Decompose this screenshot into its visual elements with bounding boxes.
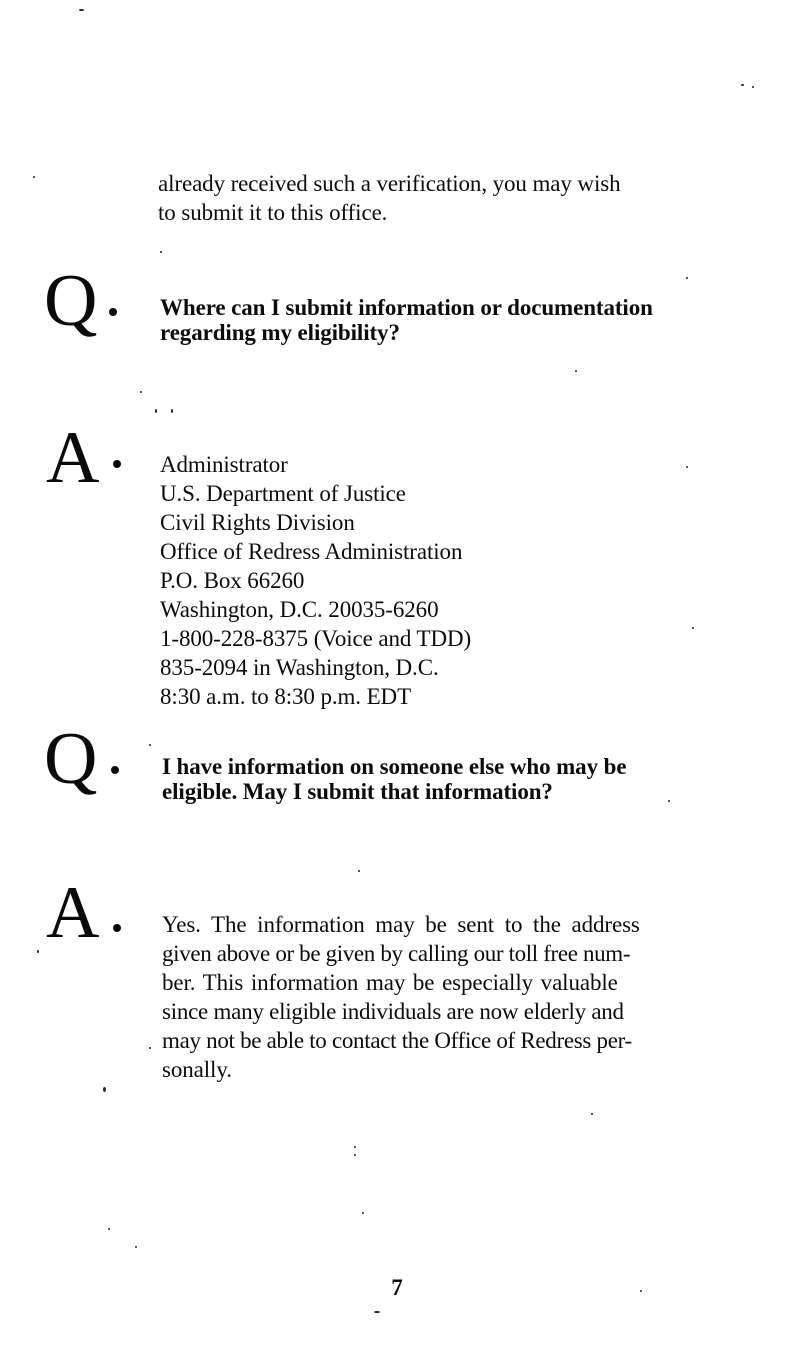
scan-speck — [171, 409, 173, 413]
scan-speck — [149, 744, 151, 746]
answer-line: sonally. — [162, 1057, 232, 1082]
intro-line-2: to submit it to this office. — [158, 200, 388, 225]
scan-speck — [591, 1113, 593, 1115]
answer-line: Civil Rights Division — [160, 510, 355, 535]
scan-speck — [354, 1154, 356, 1156]
scan-speck — [354, 1146, 356, 1148]
q-marker-dot — [111, 766, 119, 774]
q-marker-dot — [109, 308, 117, 316]
answer-line: ber. This information may be especially valuable — [162, 970, 618, 995]
answer-line: Office of Redress Administration — [160, 539, 463, 564]
scan-speck — [686, 466, 688, 468]
scan-speck — [33, 176, 35, 178]
answer-line: Washington, D.C. 20035-6260 — [160, 597, 439, 622]
scan-speck — [741, 84, 744, 86]
q-marker: Q — [44, 718, 98, 800]
scan-speck — [108, 1228, 110, 1230]
scan-speck — [692, 627, 694, 629]
scan-speck — [374, 1311, 380, 1313]
question-line: regarding my eligibility? — [160, 320, 400, 345]
answer-line: U.S. Department of Justice — [160, 481, 406, 506]
answer-line: P.O. Box 66260 — [160, 568, 305, 593]
scan-speck — [362, 1212, 364, 1214]
scan-speck — [686, 277, 688, 279]
intro-line-1: already received such a verification, you may wish — [158, 171, 621, 196]
scan-speck — [640, 1290, 642, 1292]
answer-line: 1-800-228-8375 (Voice and TDD) — [160, 626, 472, 651]
a-marker: A — [46, 417, 100, 499]
scan-speck — [37, 950, 39, 953]
scan-speck — [155, 409, 157, 413]
answer-line: Administrator — [160, 452, 288, 477]
scan-speck — [140, 391, 142, 393]
page-number: 7 — [391, 1275, 403, 1300]
question-line: eligible. May I submit that information? — [162, 779, 553, 804]
answer-line: since many eligible individuals are now elderly and — [162, 999, 624, 1024]
scan-speck — [160, 251, 162, 253]
a-marker: A — [46, 872, 100, 954]
scan-speck — [752, 86, 754, 88]
a-marker-dot — [113, 460, 121, 468]
scan-speck — [149, 1047, 151, 1049]
scan-speck — [668, 800, 670, 802]
question-line: I have information on someone else who may be — [162, 754, 627, 779]
scan-speck — [358, 870, 360, 872]
scan-speck — [79, 9, 84, 11]
answer-line: 835-2094 in Washington, D.C. — [160, 655, 439, 680]
a-marker-dot — [113, 924, 121, 932]
scan-speck — [135, 1246, 137, 1248]
q-marker: Q — [44, 260, 98, 342]
answer-line: 8:30 a.m. to 8:30 p.m. EDT — [160, 684, 412, 709]
answer-line: may not be able to contact the Office of Redress per- — [162, 1028, 632, 1053]
answer-line: Yes. The information may be sent to the address — [162, 912, 640, 937]
question-line: Where can I submit information or documentation — [160, 295, 653, 320]
scan-speck — [103, 1087, 106, 1092]
scan-speck — [575, 370, 577, 372]
answer-line: given above or be given by calling our toll free num- — [162, 941, 631, 966]
